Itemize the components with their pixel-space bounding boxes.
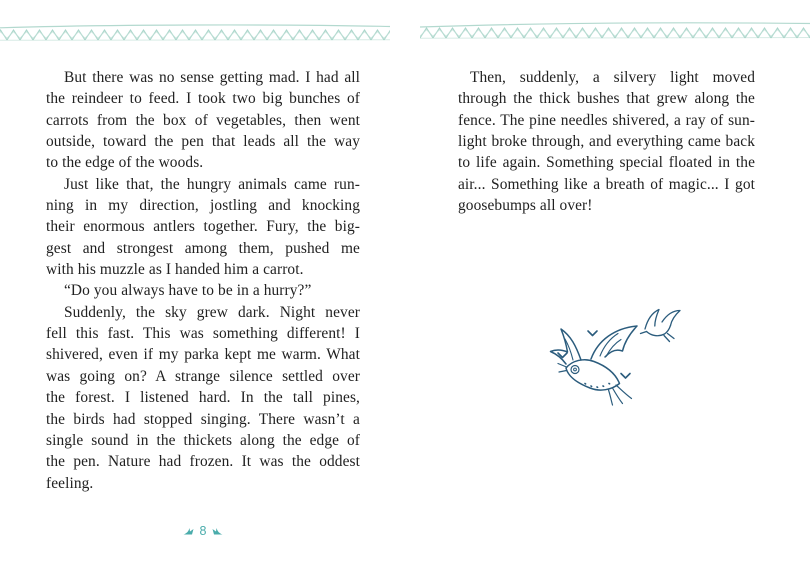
wing-ornament-icon: [212, 526, 223, 536]
right-page-text: [458, 67, 755, 216]
text-line: “Do you always have to be in a hurry?”: [64, 282, 312, 300]
text-line: single sound in the thickets along the edge of: [46, 431, 360, 449]
text-line: the pen. Nature had frozen. It was the oddest: [46, 453, 360, 471]
text-line: the reindeer to feed. I took two big bunches of: [46, 90, 360, 108]
paragraph: [46, 302, 360, 494]
text-line: air... Something like a breath of magic... I got: [458, 175, 755, 193]
text-line: fence. The pine needles shivered, a ray of sun-: [458, 111, 755, 129]
text-line: Then, suddenly, a silvery light moved: [470, 69, 755, 86]
text-line: the birds had stopped singing. There wasn’t a: [46, 410, 360, 428]
paragraph: [46, 174, 360, 281]
text-line: to life again. Something special floated in the: [458, 154, 755, 172]
text-line: carrots from the box of vegetables, then went: [46, 111, 360, 129]
text-line: the forest. I listened hard. In the tall pines,: [46, 389, 360, 407]
zigzag-border-right: [420, 21, 810, 45]
left-page-text: [46, 67, 360, 494]
text-line: with his muzzle as I handed him a carrot.: [46, 261, 304, 279]
text-line: gest and strongest among them, pushed me: [46, 239, 360, 257]
text-line: Suddenly, the sky grew dark. Night never: [64, 303, 360, 321]
paragraph: [46, 280, 360, 301]
text-line: But there was no sense getting mad. I had all: [64, 69, 360, 86]
paragraph: [458, 67, 755, 216]
wing-ornament-icon: [183, 526, 194, 536]
paragraph: [46, 67, 360, 174]
text-line: outside, toward the pen that leads all the way: [46, 133, 360, 151]
text-line: light broke through, and everything came back: [458, 133, 755, 151]
page-number-footer: [46, 522, 360, 540]
text-line: fell this fast. This was something different! I: [46, 325, 360, 343]
flying-birds-doodle: [543, 306, 683, 420]
text-line: ning in my direction, jostling and knocking: [46, 197, 360, 215]
page-number: 8: [199, 523, 207, 538]
text-line: was going on? A strange silence settled over: [46, 367, 360, 385]
text-line: feeling.: [46, 474, 94, 492]
text-line: their enormous antlers together. Fury, the big-: [46, 218, 360, 236]
text-line: goosebumps all over!: [458, 197, 593, 215]
text-line: through the thick bushes that grew along the: [458, 90, 755, 108]
text-line: Just like that, the hungry animals came run-: [64, 175, 360, 193]
text-line: to the edge of the woods.: [46, 154, 204, 172]
zigzag-border-left: [0, 23, 390, 47]
text-line: shivered, even if my parka kept me warm. What: [46, 346, 360, 364]
